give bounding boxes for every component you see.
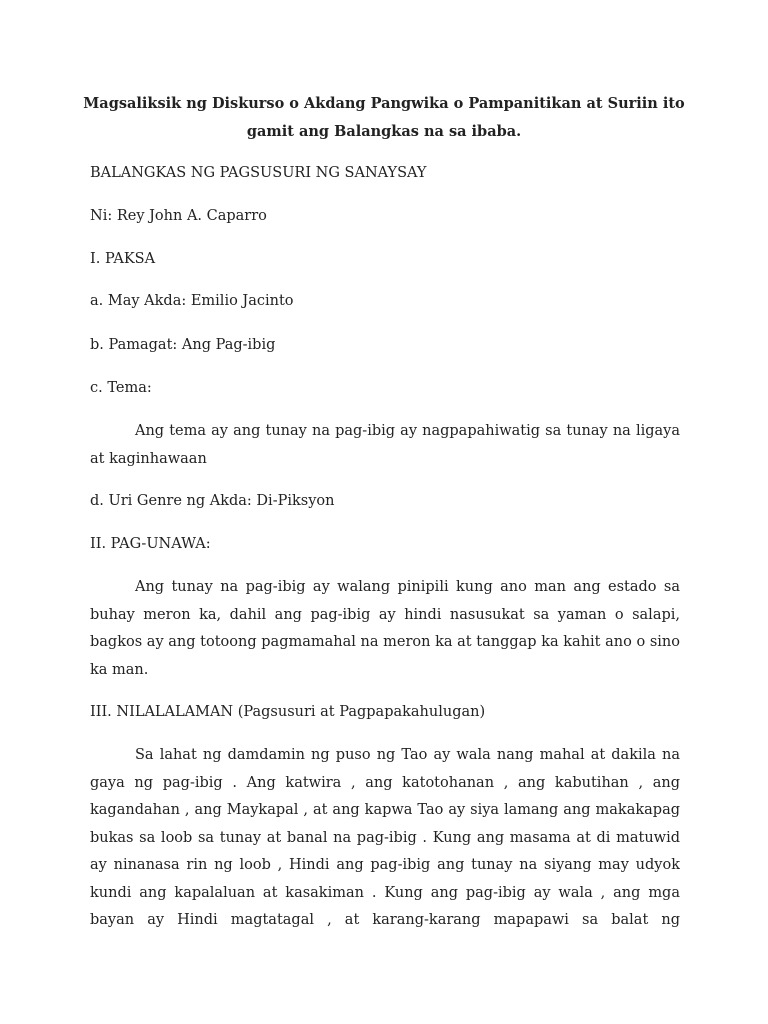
may-akda-line: a. May Akda: Emilio Jacinto [90, 293, 294, 309]
outline-heading: BALANGKAS NG PAGSUSURI NG SANAYSAY [90, 165, 427, 181]
nilalaman-paragraph: Sa lahat ng damdamin ng puso ng Tao ay wala nang mahal at dakila na gaya ng pag-ibig . Ang katwira , ang katotohanan , ang kabutihan , ang kagandahan , ang Maykapal , at ang kapwa Tao ay siya lamang ang makakapag bukas sa loob sa tunay at banal na pag-ibig . Kung ang masama at di matuwid ay ninanasa rin ng loob , Hindi ang pag-ibig ang tunay na siyang may udyok kundi ang kapalaluan at kasakiman . Kung ang pag-ibig ay wala , ang mga bayan ay Hindi magtatagal , at karang-karang mapapawi sa balat ng [90, 747, 680, 928]
author-line: Ni: Rey John A. Caparro [90, 208, 267, 224]
section-pag-unawa-label: II. PAG-UNAWA: [90, 536, 211, 552]
title-line-2: gamit ang Balangkas na sa ibaba. [246, 123, 522, 140]
title-line-1: Magsaliksik ng Diskurso o Akdang Pangwika o Pampanitikan at Suriin ito [83, 95, 685, 112]
section-paksa-label: I. PAKSA [90, 251, 156, 267]
tema-paragraph: Ang tema ay ang tunay na pag-ibig ay nagpapahiwatig sa tunay na ligaya at kaginhawaan [90, 423, 680, 467]
document-title [80, 90, 688, 146]
pamagat-line: b. Pamagat: Ang Pag-ibig [90, 337, 276, 353]
tema-label: c. Tema: [90, 380, 152, 396]
pag-unawa-paragraph: Ang tunay na pag-ibig ay walang pinipili kung ano man ang estado sa buhay meron ka, dahil ang pag-ibig ay hindi nasusukat sa yaman o salapi, bagkos ay ang totoong pagmamahal na meron ka at tanggap ka kahit ano o sino ka man. [90, 579, 680, 678]
genre-line: d. Uri Genre ng Akda: Di-Piksyon [90, 493, 335, 509]
section-nilalaman-label: III. NILALALAMAN (Pagsusuri at Pagpapakahulugan) [90, 704, 486, 720]
